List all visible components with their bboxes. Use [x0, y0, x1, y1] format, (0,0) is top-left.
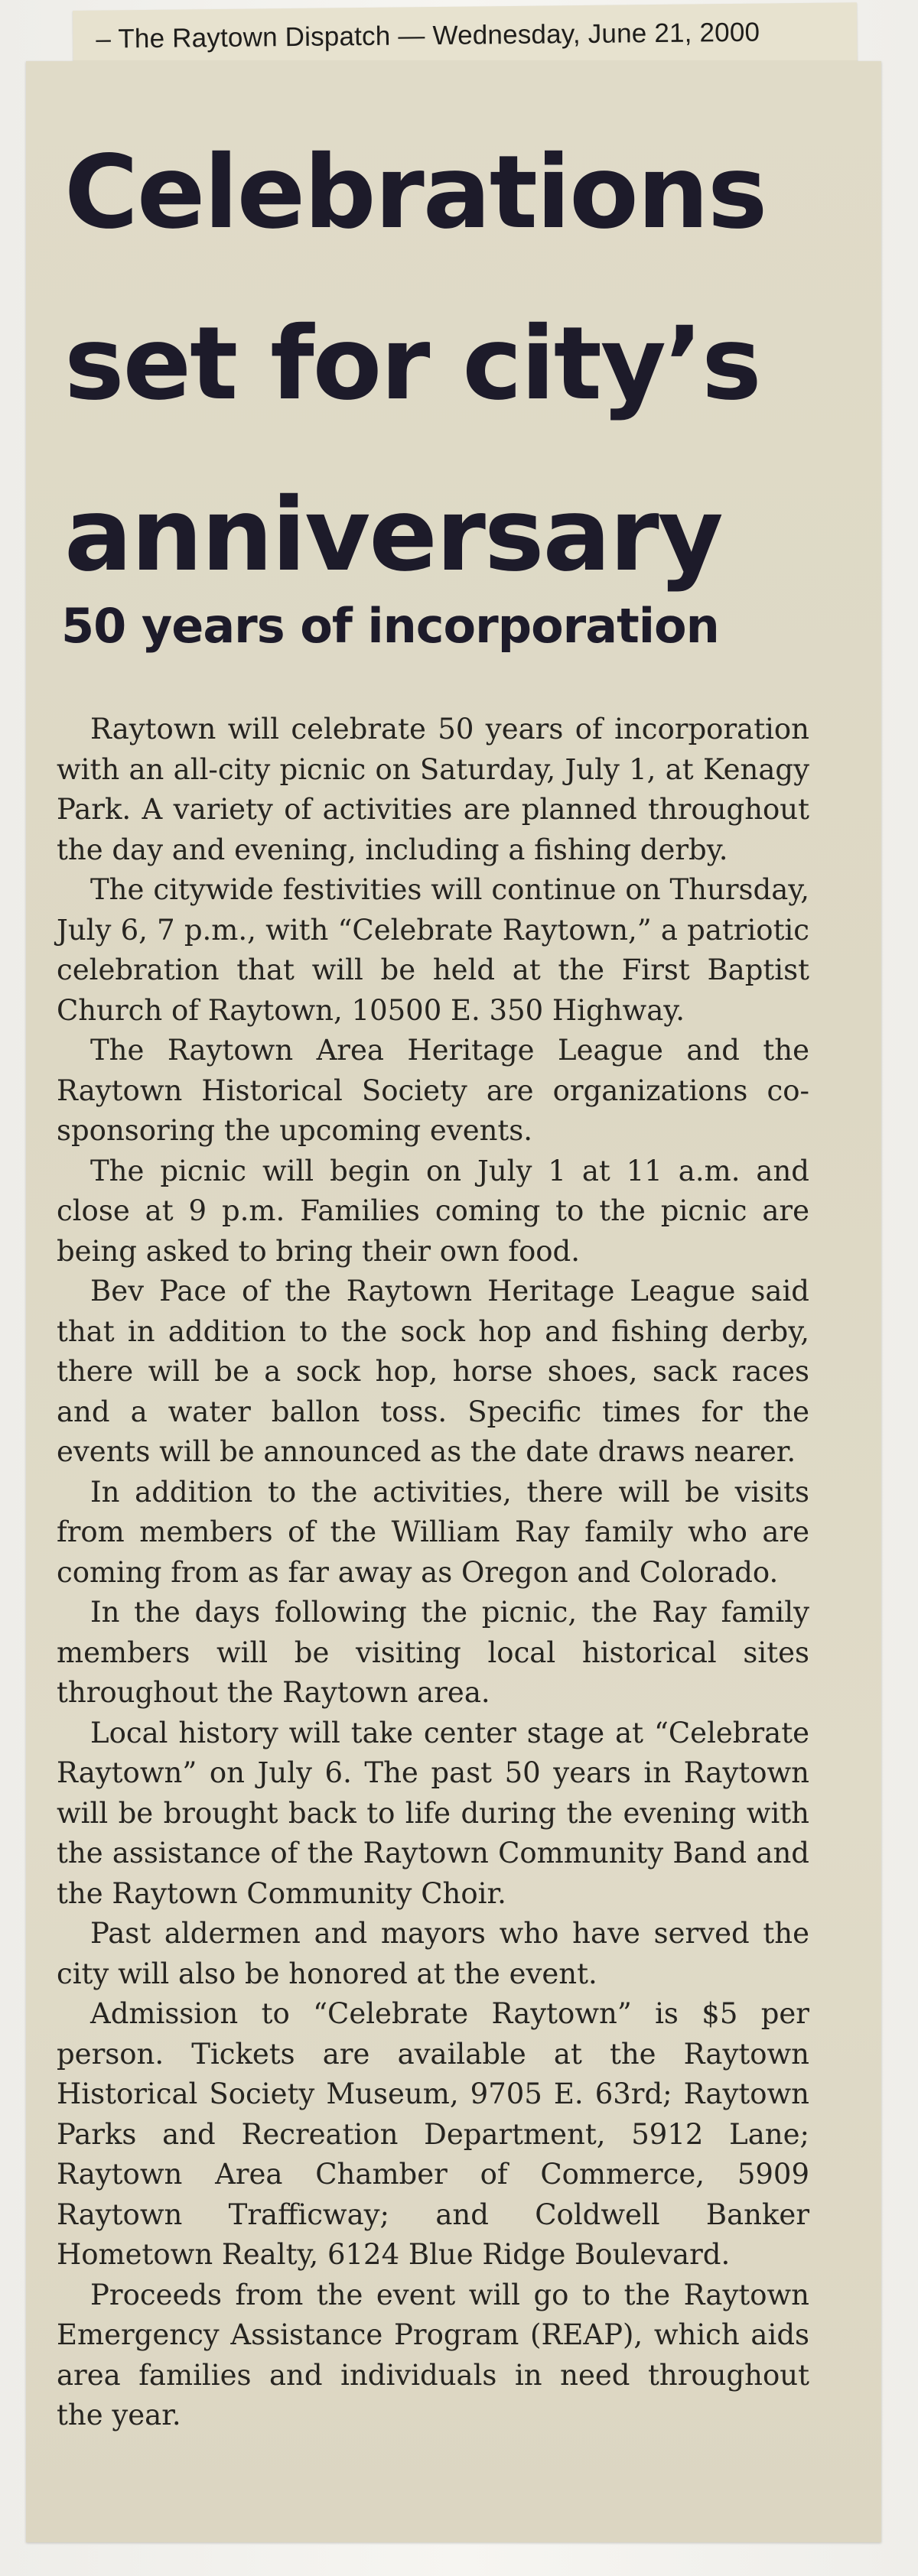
article-paragraph: In the days following the picnic, the Ray family members will be visiting local historical sites throughout the Raytown area. [57, 1596, 809, 1709]
article-subheadline: 50 years of incorporation [61, 598, 719, 654]
article-paragraph: In addition to the activities, there will be visits from members of the William Ray family who are coming from as far away as Oregon and Colorado. [57, 1475, 809, 1589]
article-paragraph: The citywide festivities will continue on Thursday, July 6, 7 p.m., with “Celebrate Raytown,” a patriotic celebration that will be held at the First Baptist Church of Raytown, 10500 E. 350 Highway. [57, 873, 809, 1027]
article-paragraph: Local history will take center stage at “Celebrate Raytown” on July 6. The past 50 years in Raytown will be brought back to life during the evening with the assistance of the Raytown Community Band and the Raytown Community Choir. [57, 1716, 809, 1910]
article-body [57, 710, 809, 2436]
masthead-strip [73, 2, 858, 70]
article-paragraph: Bev Pace of the Raytown Heritage League said that in addition to the sock hop and fishing derby, there will be a sock hop, horse shoes, sack races and a water ballon toss. Specific times for the events will be announced as the date draws nearer. [57, 1275, 809, 1468]
newspaper-clipping [26, 61, 881, 2542]
article-paragraph: Past aldermen and mayors who have served the city will also be honored at the event. [57, 1917, 809, 1990]
article-paragraph: The Raytown Area Heritage League and the Raytown Historical Society are organizations co-sponsoring the upcoming events. [57, 1034, 809, 1147]
masthead-text: – The Raytown Dispatch — Wednesday, June 21, 2000 [96, 17, 760, 54]
article-paragraph: Admission to “Celebrate Raytown” is $5 per person. Tickets are available at the Raytown Historical Society Museum, 9705 E. 63rd; Raytown Parks and Recreation Department, 5912 Lane; Raytown Area Chamber of Commerce, 5909 Raytown Trafficway; and Coldwell Banker Hometown Realty, 6124 Blue Ridge Boulevard. [57, 1997, 809, 2271]
article-headline: Celebrations set for city’s anniversary [64, 134, 767, 594]
article-paragraph: The picnic will begin on July 1 at 11 a.m. and close at 9 p.m. Families coming to the picnic are being asked to bring their own food. [57, 1154, 809, 1268]
article-paragraph: Proceeds from the event will go to the Raytown Emergency Assistance Program (REAP), which aids area families and individuals in need throughout the year. [57, 2278, 809, 2431]
article-paragraph: Raytown will celebrate 50 years of incorporation with an all-city picnic on Saturday, July 1, at Kenagy Park. A variety of activities are planned throughout the day and evening, including a fishing derby. [57, 713, 809, 866]
